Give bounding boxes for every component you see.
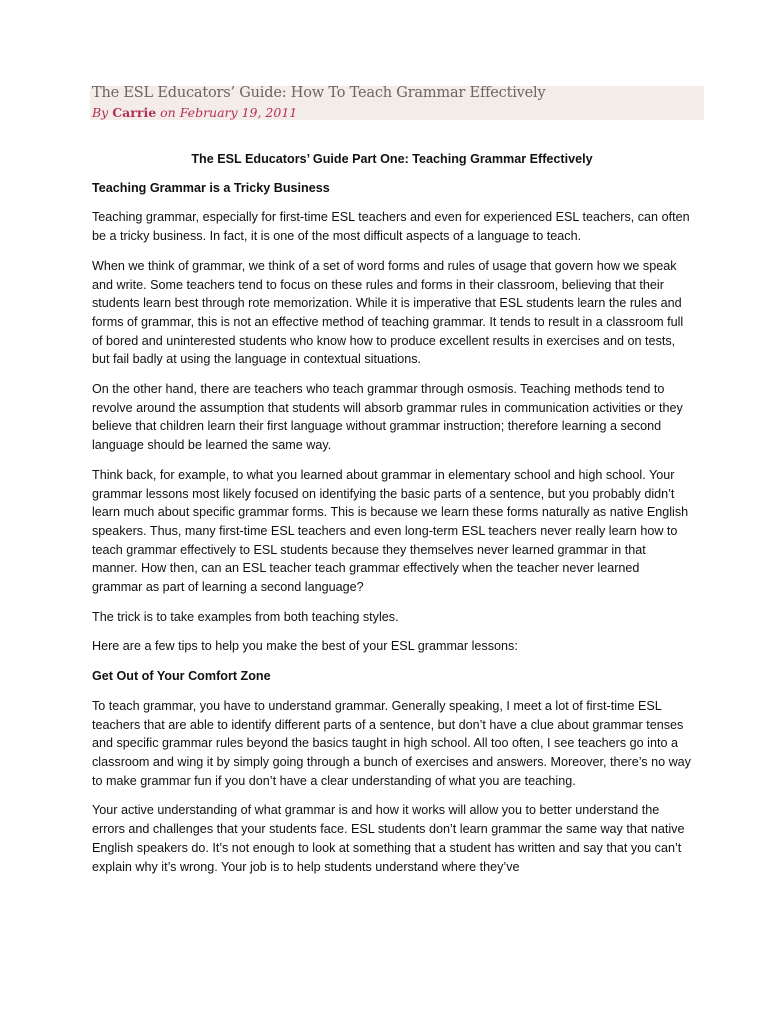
document-title: The ESL Educators’ Guide Part One: Teaching Grammar Effectively xyxy=(191,152,593,166)
paragraph-7: To teach grammar, you have to understand grammar. Generally speaking, I meet a lot of first-time ESL teachers that are able to identify different parts of a sentence, but don’t have a clue about grammar tenses and specific grammar rules beyond the basics taught in high school. All too often, I see teachers go into a classroom and wing it by simply going through a bunch of exercises and answers. Moreover, there’s no way to make grammar fun if you don’t have a clear understanding of what you are teaching. xyxy=(92,698,691,788)
paragraph-5: The trick is to take examples from both teaching styles. xyxy=(92,609,399,624)
post-byline xyxy=(92,105,297,120)
paragraph-2: When we think of grammar, we think of a set of word forms and rules of usage that govern how we speak and write. Some teachers tend to focus on these rules and forms in their classroom, believing that their students learn best through rote memorization. While it is imperative that ESL students learn the rules and forms of grammar, this is not an effective method of teaching grammar. It tends to result in a classroom full of bored and uninterested students who know how to produce excellent results in exercises and on tests, but fail badly at using the language in contextual situations. xyxy=(92,258,684,367)
paragraph-6: Here are a few tips to help you make the best of your ESL grammar lessons: xyxy=(92,639,518,654)
document-body xyxy=(92,150,692,887)
author-link[interactable]: Carrie xyxy=(112,105,157,120)
post-title: The ESL Educators’ Guide: How To Teach Grammar Effectively xyxy=(92,85,546,101)
paragraph-3: On the other hand, there are teachers who teach grammar through osmosis. Teaching methods tend to revolve around the assumption that students will absorb grammar rules in communication activities or they believe that children learn their first language without grammar instruction; therefore learning a second language should be learned the same way. xyxy=(92,382,683,453)
byline-date: on February 19, 2011 xyxy=(160,105,298,120)
byline-prefix: By xyxy=(92,105,109,120)
paragraph-4: Think back, for example, to what you learned about grammar in elementary school and high school. Your grammar lessons most likely focused on identifying the basic parts of a sentence, but you probably didn’t learn much about specific grammar forms. This is because we learn these forms naturally as native English speakers. Thus, many first-time ESL teachers and even long-term ESL teachers never really learn how to teach grammar effectively to ESL students because they themselves never learned grammar in that manner. How then, can an ESL teacher teach grammar effectively when the teacher never learned grammar as part of learning a second language? xyxy=(92,467,689,595)
section-heading-tricky-business: Teaching Grammar is a Tricky Business xyxy=(92,180,330,195)
section-heading-comfort-zone: Get Out of Your Comfort Zone xyxy=(92,669,271,684)
paragraph-1: Teaching grammar, especially for first-time ESL teachers and even for experienced ESL teachers, can often be a tricky business. In fact, it is one of the most difficult aspects of a language to teach. xyxy=(92,210,690,244)
paragraph-8: Your active understanding of what grammar is and how it works will allow you to better understand the errors and challenges that your students face. ESL students don’t learn grammar the same way that native English speakers do. It’s not enough to look at something that a student has written and say that you can’t explain why it’s wrong. Your job is to help students understand where they’ve xyxy=(92,803,685,874)
